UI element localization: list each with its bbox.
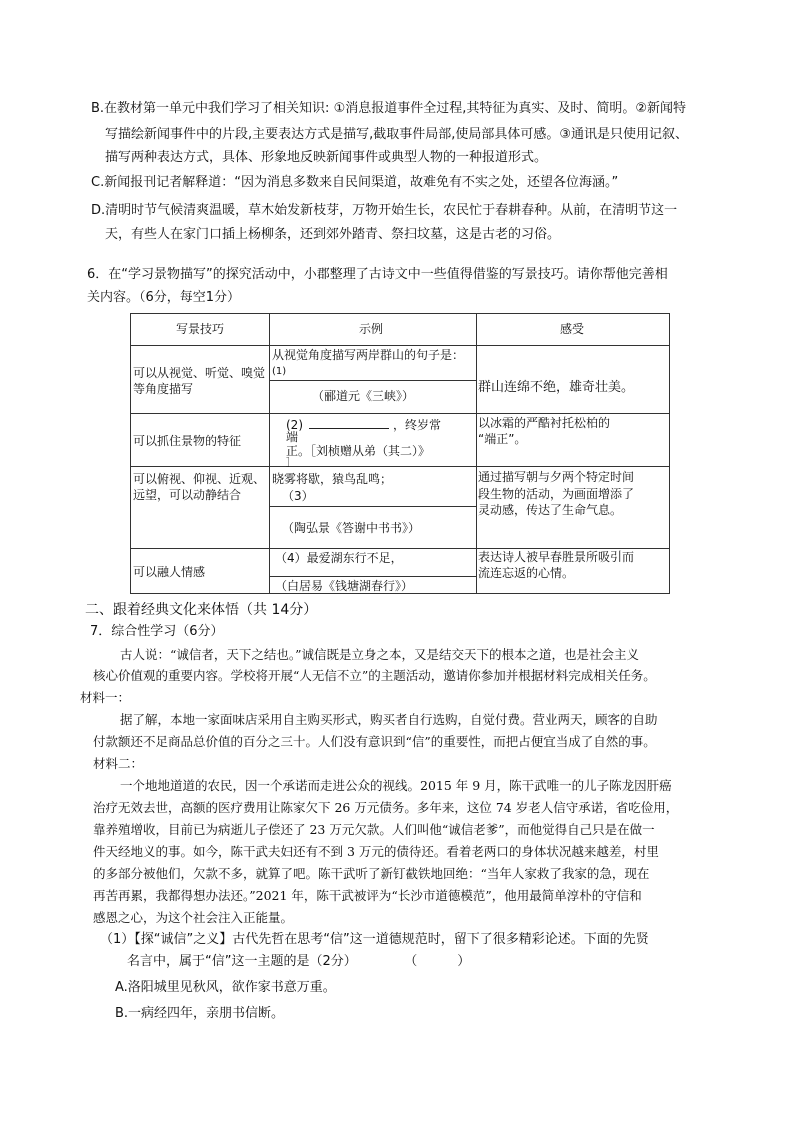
- r3-feeling-c: 灵动感，传达了生命气息。: [478, 503, 623, 517]
- q5-option-b-line1: B.在教材第一单元中我们学习了相关知识: ①消息报道事件全过程,其特征为真实、及时、简明。②新闻特: [91, 101, 687, 116]
- r2-blank-2: [286, 416, 441, 433]
- material-two-line4: 件天经地义的事。如今，陈干武夫妇还有不到 3 万元的债待还。看着老两口的身体状况越来越差，村里: [93, 844, 659, 859]
- header-feeling: 感受: [560, 322, 585, 336]
- material-two-line1: 一个地地道道的农民，因一个承诺而走进公众的视线。2015 年 9 月，陈干武唯一的儿子陈龙因肝癌: [120, 778, 672, 793]
- q5-option-b-line3: 描写两种表达方式，具体、形象地反映新闻事件或典型人物的一种报道形式。: [105, 150, 548, 165]
- r3-feeling-a: 通过描写朝与夕两个特定时间: [478, 470, 635, 484]
- r2-blank-label: (2): [286, 418, 303, 432]
- answer-paren-left: （: [410, 954, 418, 969]
- q6-stem-line1: 6．在“学习景物描写”的探究活动中，小郡整理了古诗文中一些值得借鉴的写景技巧。请你帮他完善相: [87, 267, 668, 282]
- material-one-line2: 付款额还不足商品总价值的百分之三十。人们没有意识到“信”的重要性，而把占便宜当成了自然的事。: [93, 734, 656, 749]
- material-two-line3: 靠养殖增收，目前已为病逝儿子偿还了 23 万元欠款。人们叫他“诚信老爹”，而他觉得自己只是在做一: [93, 822, 655, 837]
- q7-title: 7．综合性学习（6分）: [90, 624, 224, 639]
- r2-feeling-b: “端正”。: [478, 432, 527, 446]
- r1-technique-b: 等角度描写: [133, 382, 194, 396]
- q5-option-d-line1: D.清明时节气候清爽温暖，草木始发新枝芽，万物开始生长，农民忙于春耕春种。从前，在清明节这一: [91, 203, 678, 218]
- q7-sub1-stem: 名言中，属于“信”这一主题的是（2分）: [127, 954, 357, 969]
- answer-blank[interactable]: [309, 416, 389, 429]
- material-two-line5: 的多部分被他们，欠款不多，就算了吧。陈干武听了新钉截铁地回绝：“当年人家救了我家的急，现在: [93, 866, 650, 881]
- r3-example-source: （陶弘景《答谢中书书》）: [282, 521, 421, 535]
- r2-feeling-a: 以冰霜的严酷衬托松柏的: [478, 416, 611, 430]
- header-technique: 写景技巧: [176, 322, 225, 336]
- q7-sub1-line2: [127, 953, 470, 971]
- q7-option-a: A.洛阳城里见秋风，欲作家书意万重。: [115, 980, 336, 995]
- q7-intro-line2: 核心价值观的重要内容。学校将开展“人无信不立”的主题活动，邀请你参加并根据材料完成相关任务。: [93, 668, 656, 683]
- r1-example-source: （郦道元《三峡》）: [312, 389, 415, 403]
- r4-feeling-a: 表达诗人被早春胜景所吸引而: [478, 550, 635, 564]
- material-two-line6: 再苦再累，我都得想办法还。”2021 年，陈干武被评为“长沙市道德模范”，他用最简单淳朴的守信和: [93, 888, 642, 903]
- q5-option-b-line2: 写描绘新闻事件中的片段,主要表达方式是描写,截取事件局部,使局部具体可感。③通讯是只使用记叙、: [105, 127, 689, 142]
- q7-intro-line1: 古人说：“诚信者，天下之结也。”诚信既是立身之本，又是结交天下的根本之道，也是社会主义: [120, 647, 640, 662]
- r1-technique-a: 可以从视觉、听觉、嗅觉: [133, 366, 266, 380]
- r3-example-a: 晓雾将歇，猿鸟乱鸣；: [272, 472, 393, 486]
- r1-blank-1: (1): [272, 366, 287, 377]
- header-example: 示例: [359, 322, 384, 336]
- material-one-line1: 据了解，本地一家面味店采用自主购买形式，购买者自行选购，自觉付费。营业两天，顾客的自助: [120, 712, 658, 727]
- r3-technique-a: 可以俯视、仰视、近观、: [133, 472, 266, 486]
- r2-technique: 可以抓住景物的特征: [133, 434, 242, 448]
- material-two-line2: 治疗无效去世，高额的医疗费用让陈家欠下 26 万元债务。多年来，这位 74 岁老人信守承诺，省吃俭用，: [93, 800, 679, 815]
- r2-example-d: 正。［刘桢赠从弟（其二）》: [286, 444, 431, 458]
- q5-option-d-line2: 天，有些人在家门口插上杨柳条，还到郊外踏青、祭扫坟墓，这是古老的习俗。: [105, 227, 561, 242]
- material-two-line7: 感恩之心，为这个社会注入正能量。: [93, 910, 294, 925]
- q7-sub1-line1: （1）【探“诚信”之义】古代先哲在思考“信”这一道德规范时，留下了很多精彩论述。下面的先贤: [100, 932, 649, 947]
- r4-technique: 可以融人情感: [133, 565, 206, 579]
- r3-technique-b: 远望，可以动静结合: [133, 488, 242, 502]
- q6-stem-line2: 关内容。（6分，每空1分）: [87, 290, 241, 305]
- r2-example-b: ，终岁常: [393, 418, 442, 432]
- q5-option-c: C.新闻报刊记者解释道：“因为消息多数来自民间渠道，故难免有不实之处，还望各位海涵。”: [91, 175, 619, 190]
- material-two-label: 材料二：: [93, 756, 144, 771]
- r2-example-e: ］: [286, 458, 296, 469]
- r4-example-source: （白居易《钱塘湖春行》）: [275, 579, 414, 593]
- q7-option-b: B.一病经四年，亲朋书信断。: [115, 1006, 285, 1021]
- r3-blank-3: （3）: [282, 489, 314, 503]
- r3-feeling-b: 段生物的活动，为画面增添了: [478, 487, 635, 501]
- material-one-label: 材料一：: [80, 690, 131, 705]
- r2-example-c: 端: [286, 430, 299, 444]
- r1-example-a: 从视觉角度描写两岸群山的句子是：: [272, 348, 465, 362]
- r1-feeling: 群山连绵不绝，雄奇壮美。: [478, 380, 635, 395]
- r4-feeling-b: 流连忘返的心情。: [478, 566, 575, 580]
- r4-example-a: （4）最爱湖东行不足，: [275, 551, 403, 565]
- section-two-heading: 二、跟着经典文化来体悟（共 14分）: [85, 602, 318, 618]
- answer-paren-right: ）: [457, 954, 471, 969]
